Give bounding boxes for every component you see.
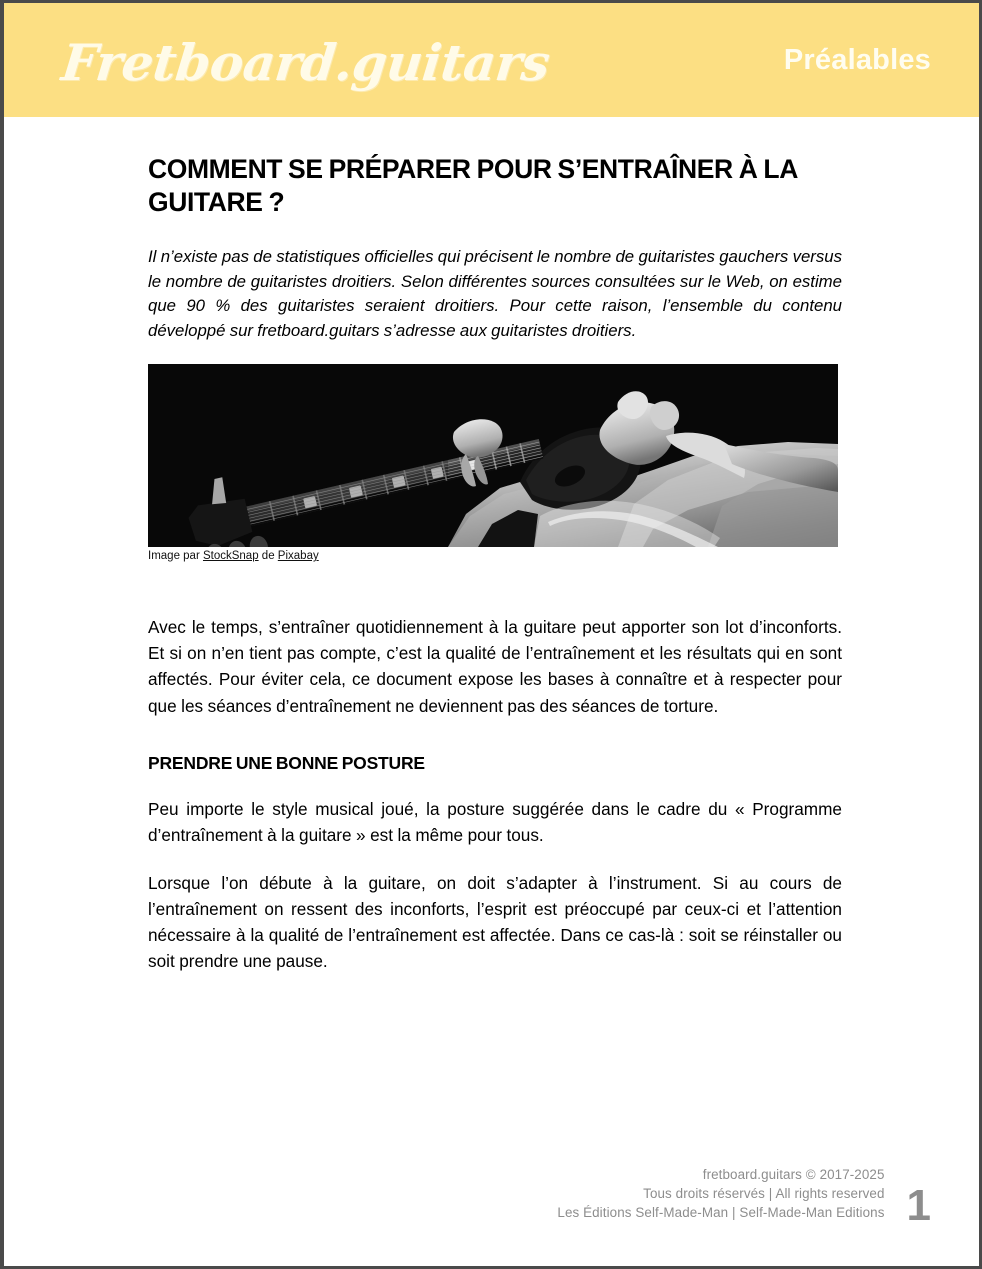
site-logo: Fretboard.guitars (58, 32, 553, 92)
caption-middle: de (258, 550, 278, 563)
document-content (148, 153, 842, 1001)
body-paragraph-2: Peu importe le style musical joué, la posture suggérée dans le cadre du « Programme d’entraînement à la guitare » est la même pour tous. (148, 798, 842, 845)
body-paragraph-3: Lorsque l’on débute à la guitare, on doit s’adapter à l’instrument. Si au cours de l’entraînement on ressent des inconforts, l’esprit est préoccupé par ceux-ci et l’attention nécessaire à la qualité de l’entraînement est affectée. Dans ce cas-là : soit se réinstaller ou soit prendre une pause. (148, 872, 842, 972)
footer-line-1: fretboard.guitars © 2017-2025 (702, 1166, 885, 1182)
figure (148, 364, 838, 564)
body-paragraph-1: Avec le temps, s’entraîner quotidiennement à la guitare peut apporter son lot d’inconforts. Et si on n’en tient pas compte, c’est la qualité de l’entraînement et les résultats qui en sont affectés. Pour éviter cela, ce document expose les bases à connaître et à respecter pour que les séances d’entraînement ne deviennent pas des séances de torture. (148, 617, 842, 716)
caption-link-pixabay[interactable]: Pixabay (277, 550, 319, 563)
page-number: 1 (906, 1181, 931, 1230)
figure-caption (148, 549, 838, 564)
lead-paragraph: Il n’existe pas de statistiques officielles qui précisent le nombre de guitaristes gauchers versus le nombre de guitaristes droitiers. Selon différentes sources consultées sur le Web, on estime que 90 % des guitaristes seraient droitiers. Pour cette raison, l’ensemble du contenu développé sur fretboard.guitars s’adresse aux guitaristes droitiers. (148, 246, 842, 341)
section-label: Préalables (783, 43, 931, 76)
footer-copyright (557, 1165, 884, 1222)
page-title: COMMENT SE PRÉPARER POUR S’ENTRAÎNER À LA GUITARE ? (148, 154, 797, 217)
section-heading-posture: PRENDRE UNE BONNE POSTURE (148, 752, 425, 773)
caption-prefix: Image par (148, 550, 203, 563)
page-header (4, 3, 979, 117)
page-footer (4, 1165, 979, 1230)
guitarist-photo (148, 364, 838, 547)
caption-link-stocksnap[interactable]: StockSnap (202, 550, 259, 563)
footer-line-3: Les Éditions Self-Made-Man | Self-Made-Man Editions (557, 1204, 885, 1220)
footer-line-2: Tous droits réservés | All rights reserved (643, 1185, 885, 1201)
